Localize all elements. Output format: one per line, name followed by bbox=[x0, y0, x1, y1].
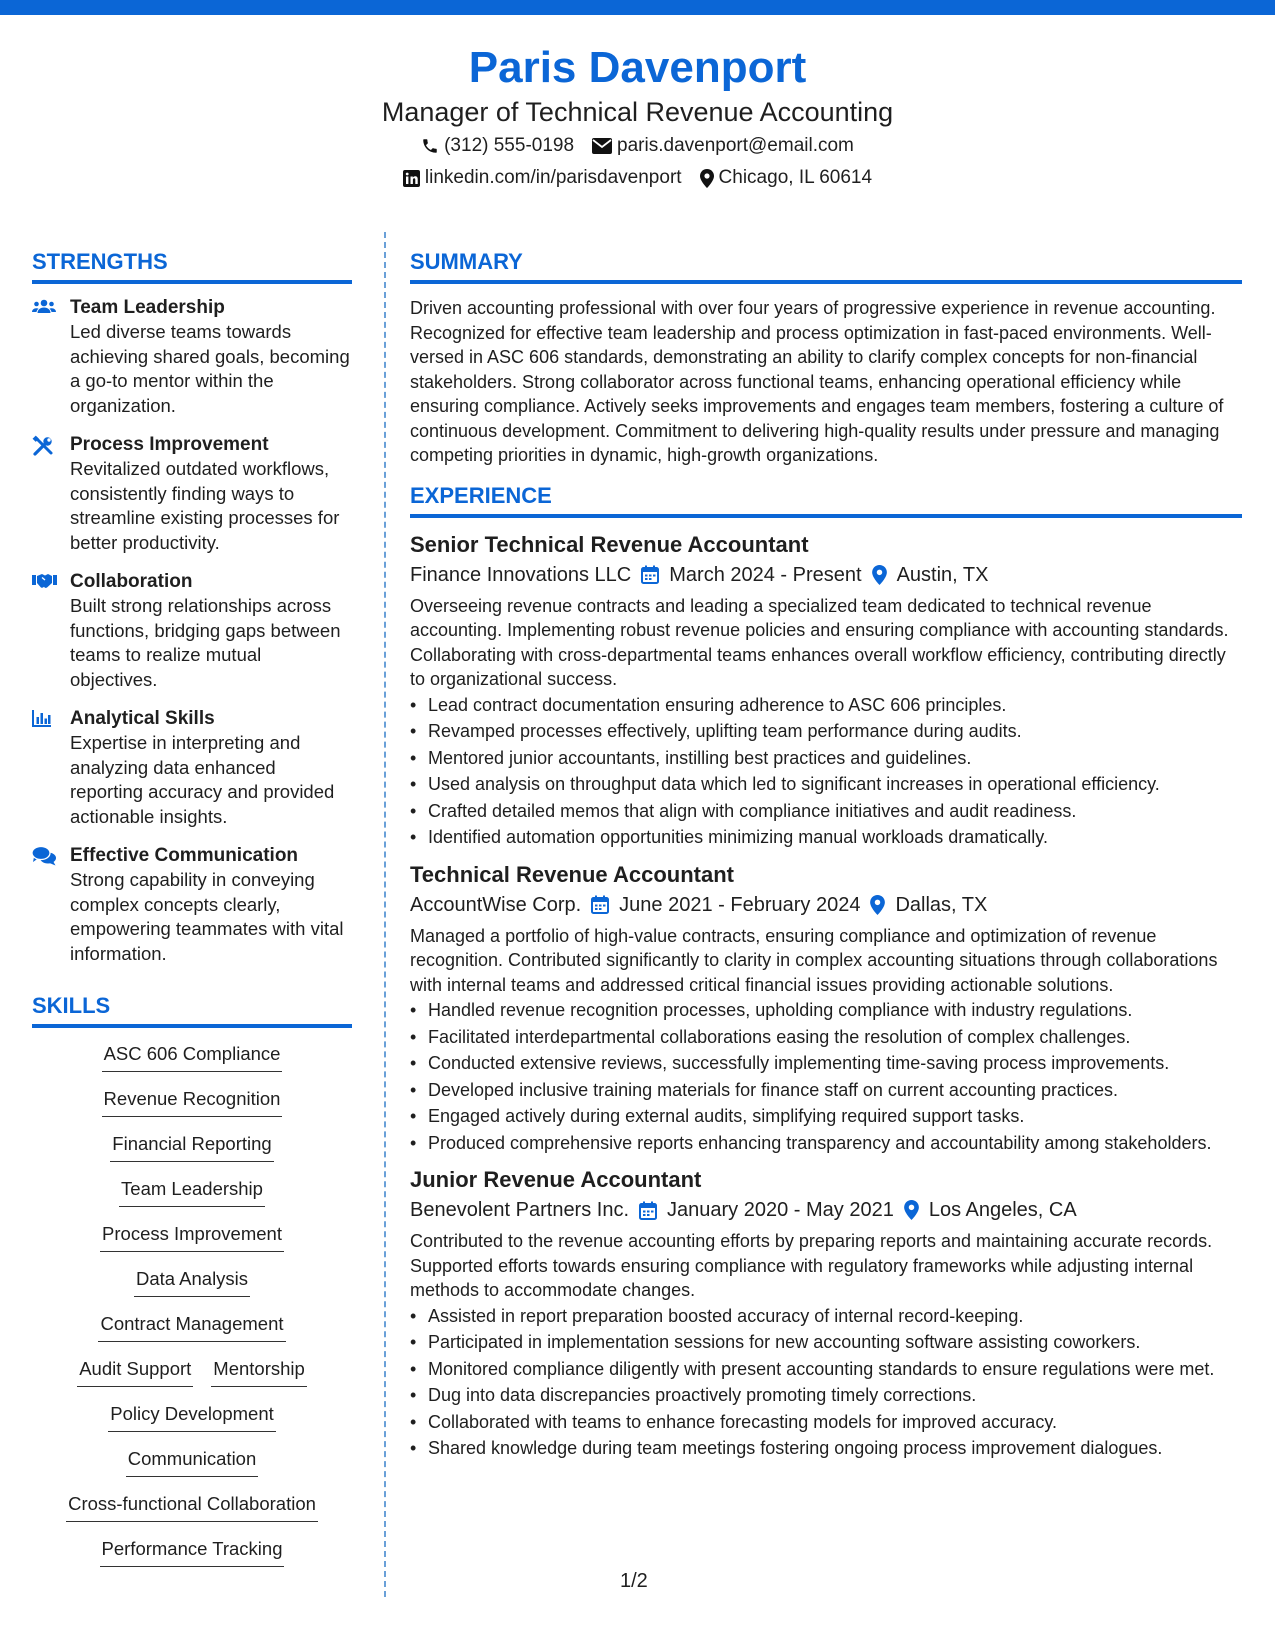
job-description: Contributed to the revenue accounting efforts by preparing reports and maintaining accurate records. Supported efforts towards ensuring compliance with regulatory frameworks while adjusting internal methods to accommodate changes. bbox=[410, 1231, 1213, 1300]
job-meta bbox=[410, 560, 1242, 590]
job-title: Technical Revenue Accountant bbox=[410, 861, 734, 887]
bullet-item: • Developed inclusive training materials for finance staff on current accounting practices. bbox=[410, 1078, 1242, 1103]
tools-icon bbox=[32, 433, 58, 555]
strength-item bbox=[32, 433, 352, 555]
comments-icon bbox=[32, 844, 58, 966]
top-accent-bar bbox=[0, 0, 1275, 15]
linkedin-icon bbox=[403, 170, 420, 187]
job-title: Junior Revenue Accountant bbox=[410, 1167, 702, 1192]
skill-tag: Data Analysis bbox=[134, 1267, 250, 1297]
job-bullets bbox=[410, 1304, 1242, 1461]
job-entry bbox=[410, 1165, 1242, 1461]
bullet-item: • Shared knowledge during team meetings fostering ongoing process improvement dialogues. bbox=[410, 1436, 1242, 1461]
experience-heading: EXPERIENCE bbox=[410, 482, 1242, 518]
strengths-heading: STRENGTHS bbox=[32, 248, 352, 284]
bullet-item: • Participated in implementation sessions for new accounting software assisting coworkers. bbox=[410, 1330, 1242, 1355]
bullet-item: • Lead contract documentation ensuring adherence to ASC 606 principles. bbox=[410, 693, 1242, 718]
job-company: Finance Innovations LLC bbox=[410, 563, 632, 586]
job-company: AccountWise Corp. bbox=[410, 893, 582, 916]
strength-item bbox=[32, 570, 352, 692]
skill-tag: Cross-functional Collaboration bbox=[66, 1492, 318, 1522]
strength-title: Team Leadership bbox=[70, 297, 225, 318]
strength-desc: Expertise in interpreting and analyzing data enhanced reporting accuracy and provided actionable insights. bbox=[70, 732, 335, 827]
phone-contact bbox=[421, 135, 574, 157]
job-bullets bbox=[410, 693, 1242, 850]
bullet-item: • Crafted detailed memos that align with compliance initiatives and audit readiness. bbox=[410, 799, 1242, 824]
skill-tag: Financial Reporting bbox=[110, 1132, 273, 1162]
job-entry bbox=[410, 860, 1242, 1156]
strength-item bbox=[32, 296, 352, 418]
strength-title: Collaboration bbox=[70, 571, 193, 592]
bullet-item: • Revamped processes effectively, uplifting team performance during audits. bbox=[410, 719, 1242, 744]
strength-desc: Built strong relationships across functions, bridging gaps between teams to realize mutual objectives. bbox=[70, 595, 341, 690]
map-pin-icon bbox=[700, 169, 714, 188]
map-pin-icon bbox=[904, 1200, 919, 1220]
job-location: Austin, TX bbox=[896, 563, 989, 586]
summary-heading: SUMMARY bbox=[410, 248, 1242, 284]
bullet-item: • Engaged actively during external audits, simplifying required support tasks. bbox=[410, 1104, 1242, 1129]
handshake-icon bbox=[32, 570, 58, 692]
candidate-title: Manager of Technical Revenue Accounting bbox=[381, 97, 894, 127]
bullet-item: • Used analysis on throughput data which led to significant increases in operational efficiency. bbox=[410, 772, 1242, 797]
chart-icon bbox=[32, 707, 58, 829]
strength-item bbox=[32, 844, 352, 966]
strength-item bbox=[32, 707, 352, 829]
strength-title: Process Improvement bbox=[70, 434, 269, 455]
skills-list bbox=[32, 1042, 352, 1582]
skill-tag: Process Improvement bbox=[100, 1222, 284, 1252]
bullet-item: • Identified automation opportunities minimizing manual workloads dramatically. bbox=[410, 825, 1242, 850]
location-text: Chicago, IL 60614 bbox=[718, 167, 873, 188]
skill-tag: Performance Tracking bbox=[100, 1537, 285, 1567]
job-description: Managed a portfolio of high-value contracts, ensuring compliance and optimization of revenue recognition. Contributed significantly to clarity in complex accounting situations through collaborations with internal teams and addressed critical financial issues providing actionable solutions. bbox=[410, 925, 1218, 995]
phone-icon bbox=[421, 137, 439, 155]
bullet-item: • Assisted in report preparation boosted accuracy of internal record-keeping. bbox=[410, 1304, 1242, 1329]
job-dates: March 2024 - Present bbox=[669, 563, 862, 586]
strength-desc: Revitalized outdated workflows, consistently finding ways to streamline existing processes for better productivity. bbox=[70, 458, 340, 553]
strength-desc: Strong capability in conveying complex concepts clearly, empowering teammates with vital information. bbox=[70, 869, 344, 964]
job-description: Overseeing revenue contracts and leading a specialized team dedicated to technical revenue accounting. Implementing robust revenue policies and ensuring compliance with accounting standards. Collaborating with cross-departmental teams enhances overall workflow efficiency, contributing directly to organizational success. bbox=[410, 595, 1229, 689]
job-dates: January 2020 - May 2021 bbox=[667, 1199, 894, 1221]
skill-tag: Mentorship bbox=[211, 1357, 307, 1387]
job-company: Benevolent Partners Inc. bbox=[410, 1199, 630, 1221]
skills-heading: SKILLS bbox=[32, 992, 352, 1028]
bullet-item: • Produced comprehensive reports enhancing transparency and accountability among stakeholders. bbox=[410, 1131, 1242, 1156]
map-pin-icon bbox=[870, 895, 885, 915]
job-bullets bbox=[410, 998, 1242, 1155]
left-column bbox=[32, 248, 352, 1582]
strength-title: Effective Communication bbox=[70, 845, 299, 866]
location-contact bbox=[700, 167, 873, 189]
linkedin-contact[interactable] bbox=[403, 167, 682, 189]
strength-desc: Led diverse teams towards achieving shared goals, becoming a go-to mentor within the organization. bbox=[70, 321, 350, 416]
calendar-icon bbox=[641, 565, 659, 584]
email-contact[interactable] bbox=[592, 135, 854, 157]
bullet-item: • Mentored junior accountants, instilling best practices and guidelines. bbox=[410, 746, 1242, 771]
email-text[interactable]: paris.davenport@email.com bbox=[617, 135, 854, 156]
bullet-item: • Monitored compliance diligently with present accounting standards to ensure regulations were met. bbox=[410, 1357, 1242, 1382]
skill-tag: ASC 606 Compliance bbox=[102, 1042, 283, 1072]
calendar-icon bbox=[639, 1201, 657, 1220]
skill-tag: Team Leadership bbox=[119, 1177, 265, 1207]
bullet-item: • Facilitated interdepartmental collaborations easing the resolution of complex challenges. bbox=[410, 1025, 1242, 1050]
bullet-item: • Handled revenue recognition processes, upholding compliance with industry regulations. bbox=[410, 998, 1242, 1023]
bullet-item: • Collaborated with teams to enhance forecasting models for improved accuracy. bbox=[410, 1410, 1242, 1435]
map-pin-icon bbox=[872, 565, 887, 585]
linkedin-text[interactable]: linkedin.com/in/parisdavenport bbox=[424, 167, 682, 188]
candidate-name: Paris Davenport bbox=[468, 43, 807, 92]
contact-row-1 bbox=[0, 130, 1275, 162]
job-entry bbox=[410, 530, 1242, 850]
skill-tag: Policy Development bbox=[108, 1402, 276, 1432]
calendar-icon bbox=[591, 895, 609, 914]
phone-text: (312) 555-0198 bbox=[444, 135, 575, 156]
skill-tag: Contract Management bbox=[98, 1312, 285, 1342]
resume-header bbox=[0, 42, 1275, 194]
job-meta bbox=[410, 1195, 1242, 1225]
skill-tag: Revenue Recognition bbox=[102, 1087, 283, 1117]
right-column bbox=[410, 248, 1242, 1471]
strength-title: Analytical Skills bbox=[70, 708, 215, 729]
summary-text: Driven accounting professional with over four years of progressive experience in revenue accounting. Recognized for effective team leadership and process optimization in fast-paced environments. Well-versed in ASC 606 standards, demonstrating an ability to clarify complex concepts for non-financial stakeholders. Strong collaborator across functional teams, enhancing operational efficiency while ensuring compliance. Actively seeks improvements and engages team members, fostering a culture of continuous development. Commitment to delivering high-quality results under pressure and managing competing priorities in dynamic, high-growth organizations. bbox=[410, 298, 1224, 465]
job-dates: June 2021 - February 2024 bbox=[619, 893, 861, 916]
page-number: 1/2 bbox=[620, 1570, 648, 1592]
skill-tag: Communication bbox=[126, 1447, 259, 1477]
skill-tag: Audit Support bbox=[77, 1357, 193, 1387]
job-location: Dallas, TX bbox=[895, 893, 988, 916]
job-title: Senior Technical Revenue Accountant bbox=[410, 531, 809, 557]
column-divider bbox=[384, 232, 386, 1597]
users-icon bbox=[32, 296, 58, 418]
envelope-icon bbox=[592, 138, 612, 154]
bullet-item: • Dug into data discrepancies proactively promoting timely corrections. bbox=[410, 1383, 1242, 1408]
bullet-item: • Conducted extensive reviews, successfully implementing time-saving process improvements. bbox=[410, 1051, 1242, 1076]
job-location: Los Angeles, CA bbox=[928, 1199, 1077, 1221]
job-meta bbox=[410, 890, 1242, 920]
contact-row-2 bbox=[0, 162, 1275, 194]
